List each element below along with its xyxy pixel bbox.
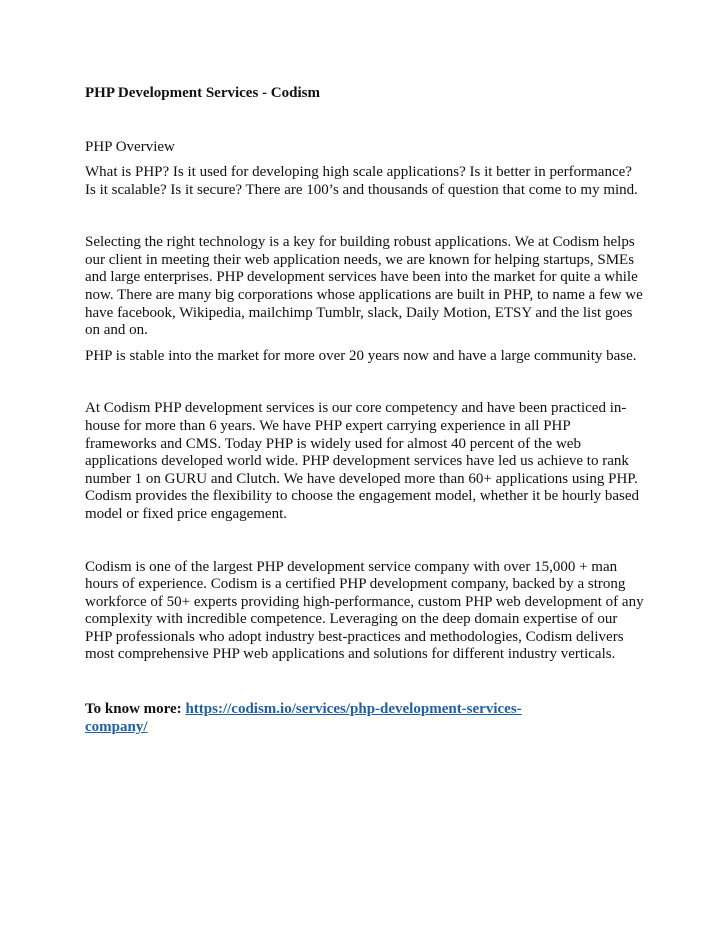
overview-heading: PHP Overview: [85, 139, 175, 155]
know-more-link-part2: company/: [85, 719, 148, 736]
paragraph-company: Codism is one of the largest PHP development service company with over 15,000 + man hours of experience. Codism is a certified PHP development company, backed by a strong workforce of 50+ experts providing high-performance, custom PHP web development of any complexity with incredible competence. Leveraging on the deep domain expertise of our PHP professionals who adopt industry best-practices and methodologies, Codism delivers most comprehensive PHP web applications and solutions for different industry verticals.: [85, 558, 644, 663]
paragraph-stability: PHP is stable into the market for more over 20 years now and have a large community base.: [85, 347, 637, 364]
document-page: [85, 84, 645, 736]
know-more-line: [85, 700, 645, 736]
paragraph-competency: At Codism PHP development services is our core competency and have been practiced in-house for more than 6 years. We have PHP expert carrying experience in all PHP frameworks and CMS. Today PHP is widely used for almost 40 percent of the web applications developed world wide. PHP development services have led us achieve to rank number 1 on GURU and Clutch. We have developed more than 60+ applications using PHP. Codism provides the flexibility to choose the engagement model, whether it be hourly based model or fixed price engagement.: [85, 400, 640, 522]
paragraph-technology: Selecting the right technology is a key for building robust applications. We at Codism helps our client in meeting their web application needs, we are known for helping startups, SMEs and large enterprises. PHP development services have been into the market for quite a while now. There are many big corporations whose applications are built in PHP, to name a few we have facebook, Wikipedia, mailchimp Tumblr, slack, Daily Motion, ETSY and the list goes on and on.: [85, 234, 643, 339]
know-more-label: To know more:: [85, 701, 186, 718]
know-more-link-part1: https://codism.io/services/php-development-services-: [185, 701, 522, 718]
document-title: PHP Development Services - Codism: [85, 85, 320, 101]
paragraph-intro: What is PHP? Is it used for developing high scale applications? Is it better in performance? Is it scalable? Is it secure? There are 100’s and thousands of question that come to my mind.: [85, 164, 638, 198]
